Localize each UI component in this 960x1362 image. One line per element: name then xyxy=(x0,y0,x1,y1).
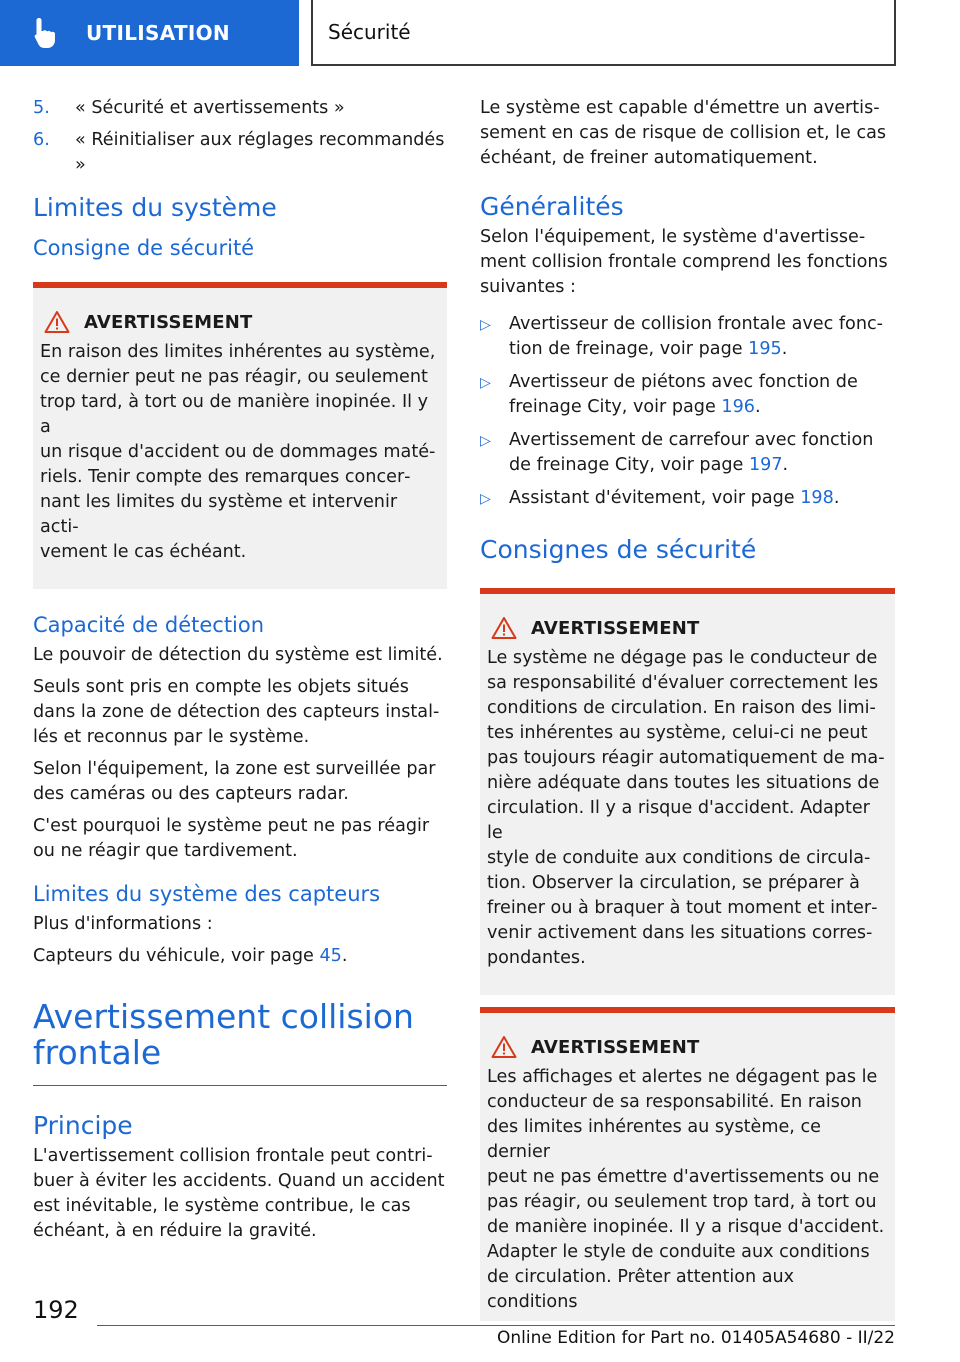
warning-triangle-icon xyxy=(44,310,70,334)
paragraph: Selon l'équipement, le système d'avertisse‐ ment collision frontale comprend les fonctions suivantes : xyxy=(480,227,888,297)
cross-reference: Capteurs du véhicule, voir page 45. xyxy=(33,946,348,966)
page-link[interactable]: 45 xyxy=(319,946,342,966)
bullet-triangle-icon: ▷ xyxy=(480,317,491,333)
heading-generalites: Généralités xyxy=(480,192,624,221)
warning-text: Les affichages et alertes ne dégagent pas le conducteur de sa responsabilité. En raison des limites inhérentes au système, ce dernier peut ne pas émettre d'avertissements ou ne pas réagir, ou seulement trop tard, à tort ou de manière inopinée. Il y a risque d'accident. Adapter le style de conduite aux conditions de circulation. Prêter attention aux conditions xyxy=(487,1067,885,1312)
paragraph: L'avertissement collision frontale peut contri‐ buer à éviter les accidents. Quand un accident est inévitable, le système contribue, le cas échéant, à en réduire la gravité. xyxy=(33,1146,445,1241)
list-item: ▷ Avertissement de carrefour avec fonction de freinage City, voir page 197. xyxy=(480,428,895,478)
page-link[interactable]: 195 xyxy=(748,339,782,359)
paragraph: C'est pourquoi le système peut ne pas réagir ou ne réagir que tardivement. xyxy=(33,816,430,861)
page-link[interactable]: 196 xyxy=(721,397,755,417)
warning-text: En raison des limites inhérentes au système, ce dernier peut ne pas réagir, ou seulement trop tard, à tort ou de manière inopinée. Il y a un risque d'accident ou de dommages maté‐ riels. Tenir compte des remarques concer‐ nant les limites du système et intervenir acti‐ vement le cas échéant. xyxy=(40,342,436,562)
heading-rule xyxy=(33,1085,447,1086)
edition-label: Online Edition for Part no. 01405A54680 - II/22 xyxy=(496,1328,895,1348)
chapter-tab[interactable] xyxy=(0,0,299,66)
bullet-triangle-icon: ▷ xyxy=(480,375,491,391)
list-item: ▷ Avertisseur de piétons avec fonction de freinage City, voir page 196. xyxy=(480,370,895,420)
heading-capacite-detection: Capacité de détection xyxy=(33,613,265,637)
paragraph: Seuls sont pris en compte les objets situés dans la zone de détection des capteurs instal‐ lés et reconnus par le système. xyxy=(33,677,440,747)
warning-title: AVERTISSEMENT xyxy=(84,311,253,333)
paragraph: Le système est capable d'émettre un avertis‐ sement en cas de risque de collision et, le cas échéant, de freiner automatiquement. xyxy=(480,98,887,168)
warning-text: Le système ne dégage pas le conducteur de sa responsabilité d'évaluer correctement les conditions de circulation. En raison des limi‐ tes inhérentes au système, celui-ci ne peut pas toujours réagir automatiquement de ma‐ nière adéquate dans toutes les situations de circulation. Il y a risque d'accident. Adapter le style de conduite aux conditions de circula‐ tion. Observer la circulation, se préparer à freiner ou à braquer à tout moment et inter‐ venir activement dans les situations corres‐ pondantes. xyxy=(487,648,885,968)
list-item: ▷ Avertisseur de collision frontale avec fonc‐ tion de freinage, voir page 195. xyxy=(480,312,895,362)
bullet-triangle-icon: ▷ xyxy=(480,491,491,507)
warning-box xyxy=(480,1007,895,1321)
warning-title: AVERTISSEMENT xyxy=(531,617,700,639)
warning-triangle-icon xyxy=(491,1035,517,1059)
paragraph: Plus d'informations : xyxy=(33,914,213,934)
page-link[interactable]: 197 xyxy=(748,455,783,475)
warning-title: AVERTISSEMENT xyxy=(531,1036,700,1058)
chapter-title: UTILISATION xyxy=(86,21,230,45)
heading-consigne-securite: Consigne de sécurité xyxy=(33,236,255,260)
right-column xyxy=(480,96,895,1321)
footer-rule xyxy=(97,1325,895,1326)
list-item: ▷ Assistant d'évitement, voir page 198. xyxy=(480,486,895,512)
heading-principe: Principe xyxy=(33,1111,133,1140)
numbered-item: 6. « Réinitialiser aux réglages recommandés » xyxy=(33,130,445,175)
left-column xyxy=(33,96,447,1251)
numbered-item: 5. « Sécurité et avertissements » xyxy=(33,98,345,118)
heading-avertissement-collision: Avertissement collision frontale xyxy=(33,997,414,1072)
heading-limites-systeme: Limites du système xyxy=(33,193,277,222)
page-header xyxy=(0,0,960,68)
warning-triangle-icon xyxy=(491,616,517,640)
section-title: Sécurité xyxy=(328,20,411,44)
warning-box xyxy=(33,282,447,589)
page-link[interactable]: 198 xyxy=(800,488,834,508)
section-header xyxy=(311,0,896,66)
page-number: 192 xyxy=(33,1296,79,1324)
pointing-hand-icon xyxy=(30,16,64,50)
heading-limites-capteurs: Limites du système des capteurs xyxy=(33,882,381,906)
warning-box xyxy=(480,588,895,995)
heading-consignes-securite: Consignes de sécurité xyxy=(480,535,757,564)
paragraph: Le pouvoir de détection du système est limité. xyxy=(33,645,443,665)
paragraph: Selon l'équipement, la zone est surveillée par des caméras ou des capteurs radar. xyxy=(33,759,436,804)
bullet-triangle-icon: ▷ xyxy=(480,433,491,449)
